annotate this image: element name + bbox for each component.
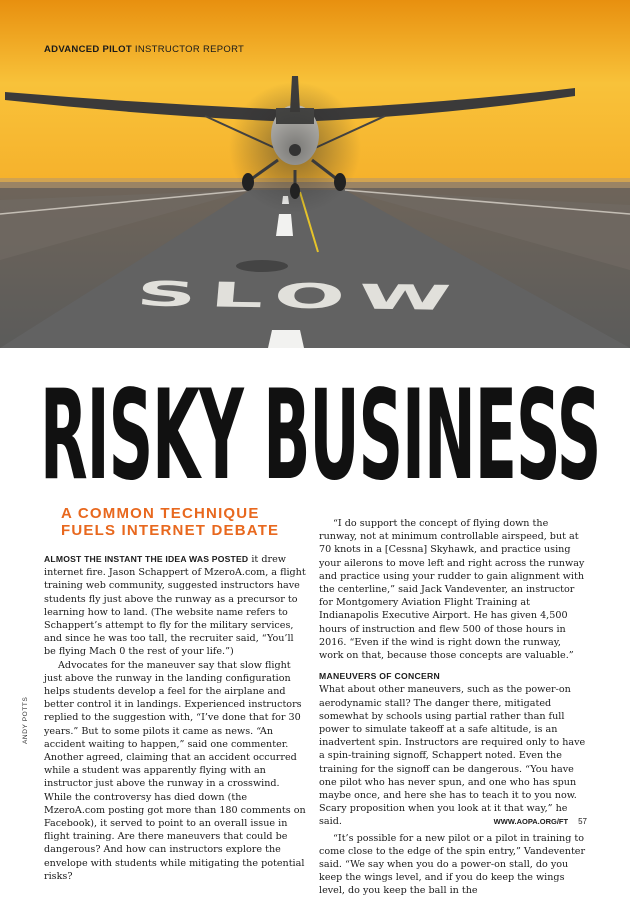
paragraph: “I do support the concept of flying down the runway, not at minimum controllable airspeed, but at 70 knots in a [Cessna] Skyhawk, and practice using your ailerons to move left and right across the runway and practice using your rudder to gain alignment with the centerline,” said Jack Vandeventer, an instructor for Montgomery Aviation Flight Training at Indianapolis Executive Airport. He has given 4,500 hours of instruction and flew 500 of those hours in 2016. “Even if the wind is right down the runway, work on that, because those concepts are valuable.” xyxy=(319,518,585,662)
body-column-right xyxy=(319,517,587,898)
section-label-rest: INSTRUCTOR REPORT xyxy=(134,44,245,55)
paragraph-text: it drew internet fire. Jason Schappert of MzeroA.com, a flight training web community, suggested instructors have students fly just above the runway as a precursor to learning how to land. (The website name refers to Schappert’s attempt to fly for the military services, and since he was too tall, the recruiter said, “You’ll be flying Mach 0 the rest of your life.”) xyxy=(44,554,306,658)
section-label-bold: ADVANCED PILOT xyxy=(44,44,132,55)
lead-in: ALMOST THE INSTANT THE IDEA WAS POSTED xyxy=(44,554,249,564)
runway-marking-text: SLOW xyxy=(134,274,466,319)
paragraph: Advocates for the maneuver say that slow flight just above the runway in the landing configuration helps students develop a feel for the airplane and better control it in landings. Experienced instructors replied to the suggestion with, “I’ve done that for 30 years.” But to some pilots it came as news. “An accident waiting to happen,” said one commenter. Another agreed, claiming that an accident occurred while a student was apparently flying with an instructor just above the runway in a crosswind. While the controversy has died down (the MzeroA.com posting got more than 180 comments on Facebook), it served to point to an overall issue in flight training. Are there maneuvers that could be dangerous? And how can instructors explore the envelope with students while mitigating the potential risks? xyxy=(44,659,306,882)
photo-credit: ANDY POTTS xyxy=(22,696,29,744)
page-footer xyxy=(494,817,587,826)
deck: A COMMON TECHNIQUE FUELS INTERNET DEBATE xyxy=(61,505,280,539)
body-column-left xyxy=(44,553,308,883)
subhead: MANEUVERS OF CONCERN xyxy=(319,671,441,682)
page-number: 57 xyxy=(578,817,587,826)
headline: RISKY BUSINESS xyxy=(40,362,601,508)
footer-url[interactable]: WWW.AOPA.ORG/FT xyxy=(493,817,569,826)
paragraph: “It’s possible for a new pilot or a pilot in training to come close to the edge of the spin entry,” Vandeventer said. “We say when you do a power-on stall, do you keep the wings level, and if you do keep the wings level, do you keep the ball in the xyxy=(319,832,586,897)
paragraph: What about other maneuvers, such as the power-on aerodynamic stall? The danger there, mitigated somewhat by schools using partial rather than full power to simulate takeoff at a safe altitude, is an inadvertent spin. Instructors are required only to have a spin-training signoff, Schappert noted. Even the training for the signoff can be dangerous. “You have one pilot who has never spun, and one who has spun maybe once, and here she has to teach it to you now. Scary proposition when you look at it that way,” he said. xyxy=(319,684,586,828)
section-label xyxy=(44,44,244,55)
hero-photo xyxy=(0,0,630,348)
paragraph xyxy=(44,553,308,659)
